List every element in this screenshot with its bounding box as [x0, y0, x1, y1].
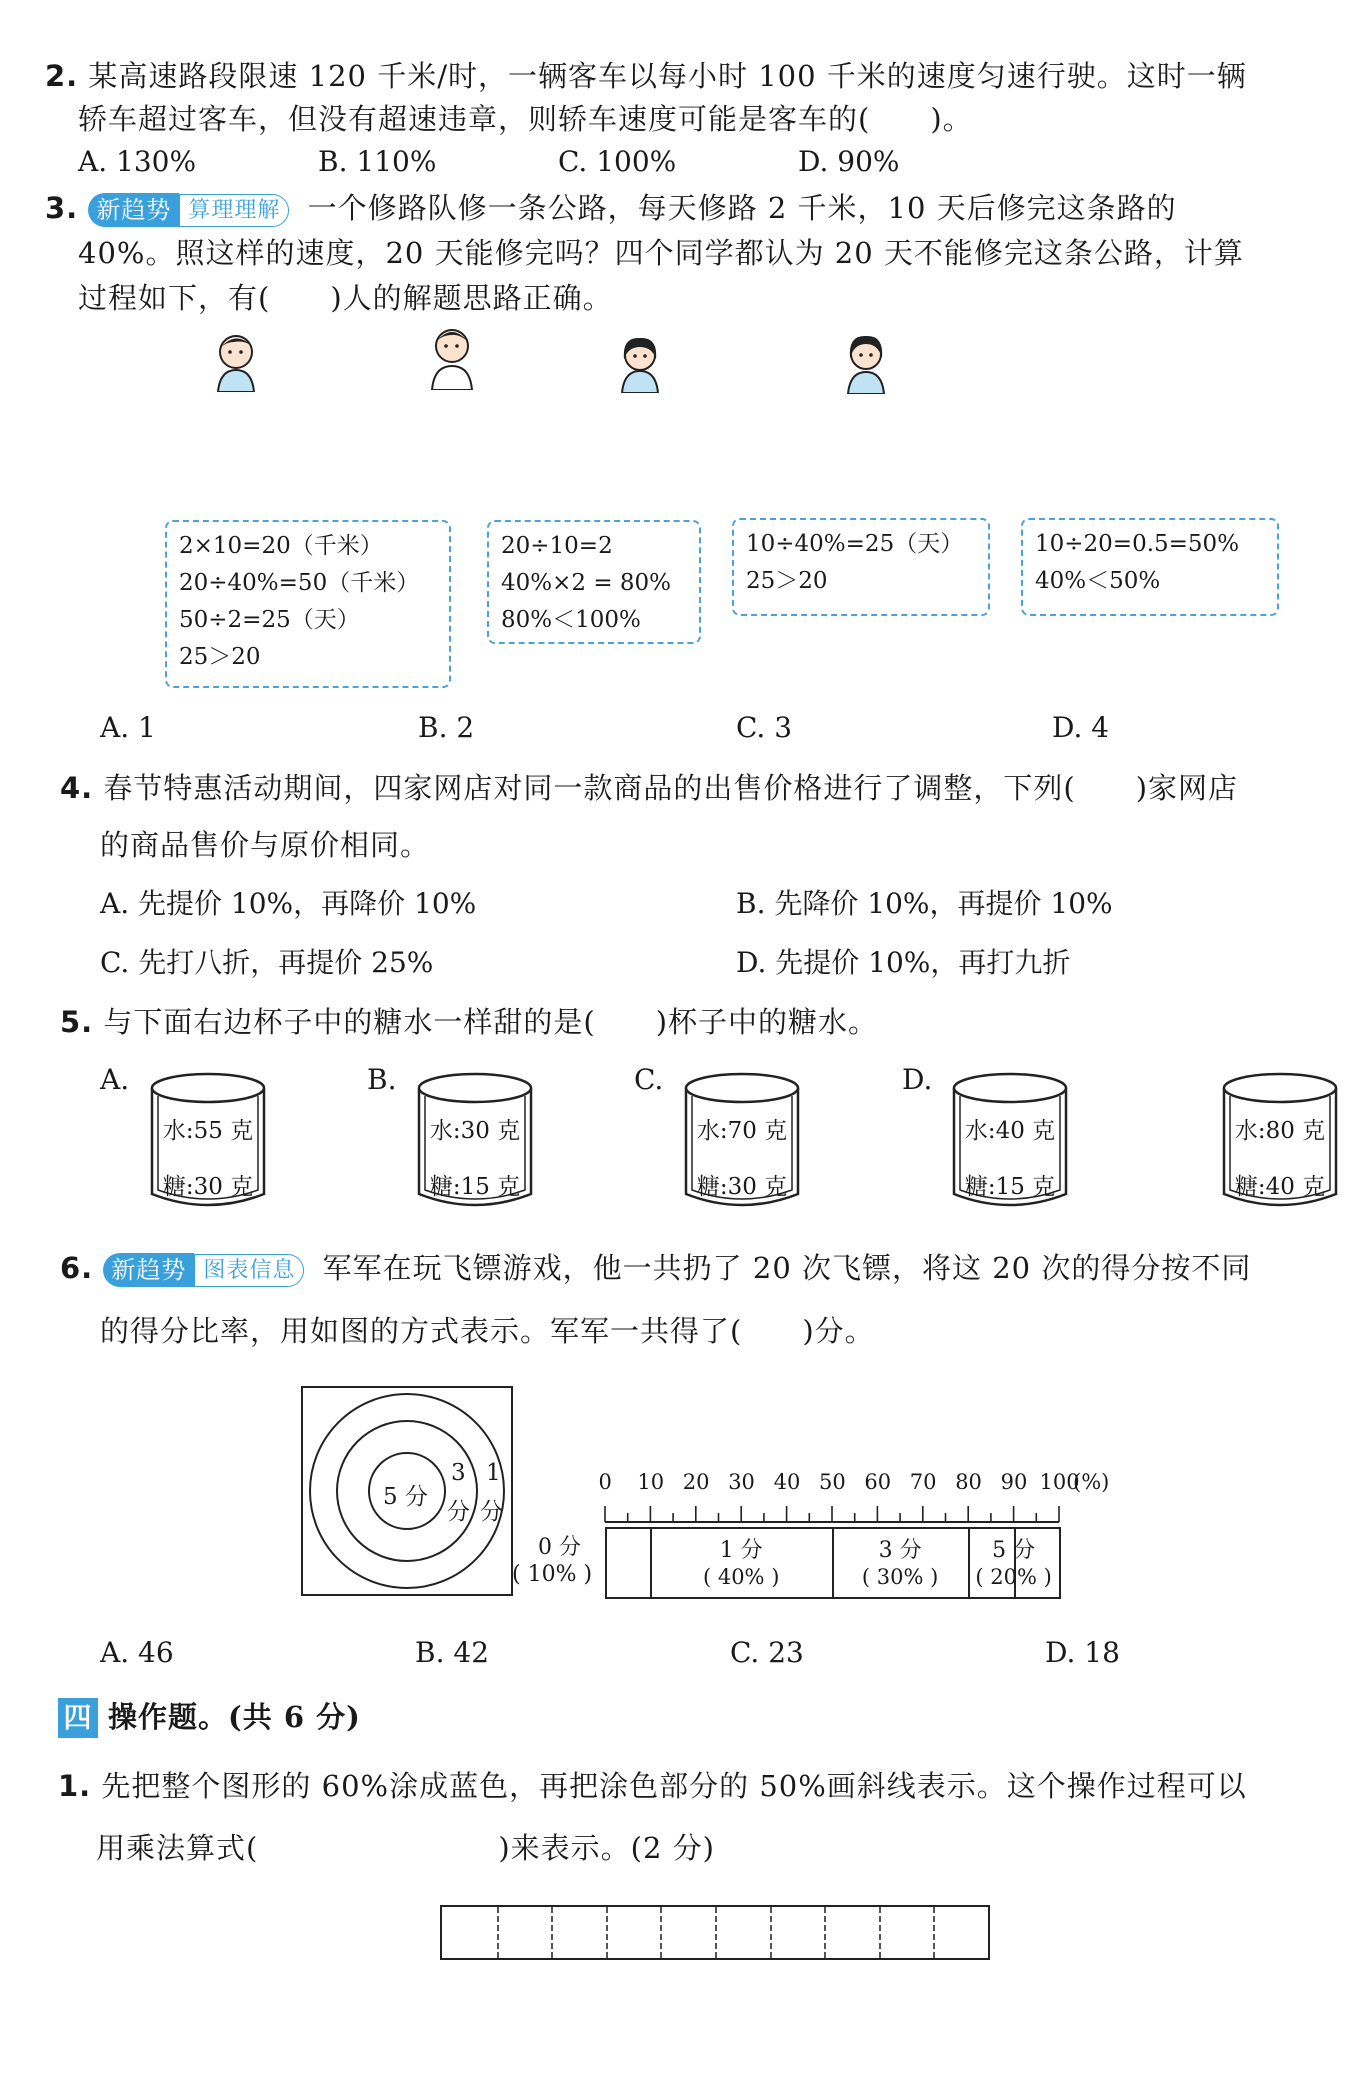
scale-tick-label: 40 [773, 1470, 801, 1494]
cup-sugar-amount: 糖:30 克 [162, 1174, 254, 1200]
q2-text-1: 某高速路段限速 120 千米/时，一辆客车以每小时 100 千米的速度匀速行驶。这时一辆 [88, 59, 1247, 93]
q3-option-b[interactable]: B. 2 [418, 711, 475, 744]
solution-line: 20÷40%=50（千米） [179, 570, 420, 596]
cup-water-amount: 水:70 克 [696, 1118, 788, 1144]
sugar-water-cup [950, 1066, 1070, 1214]
zero-score-percent: ( 10% ) [512, 1562, 593, 1587]
grid-divider [660, 1907, 662, 1958]
section-4-heading [58, 1697, 361, 1738]
student-3-solution [732, 518, 990, 616]
scale-tick-label: 70 [909, 1470, 937, 1494]
s4q1-text-2: 用乘法算式( )来表示。(2 分) [96, 1831, 715, 1865]
q6-text-1: 军军在玩飞镖游戏，他一共扔了 20 次飞镖，将这 20 次的得分按不同 [322, 1251, 1252, 1285]
solution-line: 40%×2 = 80% [501, 570, 672, 596]
segment-percent-label: ( 20% ) [975, 1565, 1052, 1589]
cup-water-amount: 水:55 克 [162, 1118, 254, 1144]
q3-text-3: 过程如下，有( )人的解题思路正确。 [78, 281, 613, 315]
q2-text-2: 轿车超过客车，但没有超速违章，则轿车速度可能是客车的( )。 [78, 102, 973, 136]
scale-tick-label: 0 [598, 1470, 612, 1494]
q4-number: 4. [60, 771, 94, 805]
q3-option-d[interactable]: D. 4 [1052, 711, 1110, 744]
cup-water-amount: 水:40 克 [964, 1118, 1056, 1144]
q6-option-c[interactable]: C. 23 [730, 1636, 804, 1669]
student-1-figure [208, 330, 268, 392]
q2-option-a[interactable]: A. 130% [78, 145, 197, 178]
q6-tag-sub: 图表信息 [194, 1254, 304, 1287]
grid-divider [606, 1907, 608, 1958]
scale-tick-label: 50 [819, 1470, 846, 1494]
q2-option-c[interactable]: C. 100% [558, 145, 677, 178]
grid-divider [824, 1907, 826, 1958]
student-4-solution [1021, 518, 1279, 616]
student-1-solution [165, 520, 451, 688]
student-2-solution [487, 520, 701, 644]
q3-tag-main: 新趋势 [88, 193, 179, 227]
q5-line1 [60, 1002, 878, 1042]
q3-tag-sub: 算理理解 [179, 194, 289, 227]
q6-option-a[interactable]: A. 46 [100, 1636, 174, 1669]
segment-score-label: 1 分 [719, 1538, 763, 1563]
scale-tick-label: 80 [955, 1470, 982, 1494]
q4-text-2: 的商品售价与原价相同。 [100, 828, 431, 862]
solution-line: 40%＜50% [1035, 568, 1161, 594]
student-3-figure [612, 335, 672, 393]
q6-text-2: 的得分比率，用如图的方式表示。军军一共得了( )分。 [100, 1314, 875, 1348]
cup-water-amount: 水:80 克 [1234, 1118, 1326, 1144]
q4-text-1: 春节特惠活动期间，四家网店对同一款商品的出售价格进行了调整，下列( )家网店 [103, 771, 1239, 805]
scale-tick-label: 20 [682, 1470, 710, 1494]
q3-number: 3. [45, 191, 79, 225]
q2-option-d[interactable]: D. 90% [798, 145, 900, 178]
solution-line: 50÷2=25（天） [179, 607, 360, 633]
q6-line1 [60, 1248, 1251, 1288]
segment-percent-label: ( 30% ) [861, 1565, 939, 1589]
section-4-badge: 四 [58, 1698, 98, 1738]
section-4-title: 操作题。(共 6 分) [108, 1700, 361, 1734]
cup-option-label[interactable]: B. [367, 1063, 397, 1096]
cup-water-amount: 水:30 克 [429, 1118, 521, 1144]
segment-score-label: 3 分 [878, 1538, 922, 1563]
q4-option-a[interactable]: A. 先提价 10%，再降价 10% [100, 887, 477, 920]
target-outer-label-unit: 分 [480, 1499, 503, 1525]
q3-tag [88, 193, 289, 227]
q4-option-d[interactable]: D. 先提价 10%，再打九折 [736, 946, 1071, 979]
student-2-figure [422, 322, 482, 390]
scale-tick-label: 90 [1000, 1470, 1028, 1494]
sugar-water-cup [415, 1066, 535, 1214]
grid-divider [715, 1907, 717, 1958]
q2-option-b[interactable]: B. 110% [318, 145, 437, 178]
grid-divider [497, 1907, 499, 1958]
solution-line: 10÷40%=25（天） [746, 531, 964, 557]
scale-tick-label: 100 [1039, 1470, 1080, 1494]
cup-option-label[interactable]: C. [634, 1063, 664, 1096]
grid-divider [879, 1907, 881, 1958]
solution-line: 10÷20=0.5=50% [1035, 531, 1240, 557]
cup-sugar-amount: 糖:15 克 [964, 1174, 1056, 1200]
target-middle-label-unit: 分 [447, 1499, 470, 1525]
solution-line: 25＞20 [746, 568, 828, 594]
grid-divider [551, 1907, 553, 1958]
shading-grid[interactable] [440, 1905, 990, 1960]
cup-sugar-amount: 糖:30 克 [696, 1174, 788, 1200]
q3-option-a[interactable]: A. 1 [100, 711, 156, 744]
q6-number: 6. [60, 1251, 94, 1285]
cup-sugar-amount: 糖:15 克 [429, 1174, 521, 1200]
cup-sugar-amount: 糖:40 克 [1234, 1174, 1326, 1200]
target-middle-label: 3 [451, 1460, 466, 1486]
zero-score-label: 0 分 [538, 1535, 581, 1560]
grid-divider [933, 1907, 935, 1958]
s4q1-number: 1. [58, 1769, 92, 1803]
solution-line: 2×10=20（千米） [179, 533, 383, 559]
q4-option-c[interactable]: C. 先打八折，再提价 25% [100, 946, 434, 979]
sugar-water-cup [148, 1066, 268, 1214]
segment-score-label: 5 分 [992, 1538, 1036, 1563]
s4q1-text-1: 先把整个图形的 60%涂成蓝色，再把涂色部分的 50%画斜线表示。这个操作过程可以 [101, 1769, 1247, 1803]
q4-option-b[interactable]: B. 先降价 10%，再提价 10% [736, 887, 1113, 920]
solution-line: 20÷10=2 [501, 533, 613, 559]
q3-text-1: 一个修路队修一条公路，每天修路 2 千米，10 天后修完这条路的 [307, 191, 1177, 225]
q6-tag [103, 1253, 304, 1287]
segment-percent-label: ( 40% ) [702, 1565, 780, 1589]
q2-number: 2. [45, 59, 79, 93]
q6-option-d[interactable]: D. 18 [1045, 1636, 1120, 1669]
q6-tag-main: 新趋势 [103, 1253, 194, 1287]
q5-number: 5. [60, 1005, 94, 1039]
q3-text-2: 40%。照这样的速度，20 天能修完吗？四个同学都认为 20 天不能修完这条公路，计算 [78, 236, 1244, 270]
scale-tick-label: 10 [637, 1470, 665, 1494]
grid-divider [770, 1907, 772, 1958]
q2-line1 [45, 56, 1247, 96]
solution-line: 80%＜100% [501, 607, 641, 633]
scale-tick-label: 60 [864, 1470, 892, 1494]
scale-unit-label: (%) [1073, 1470, 1110, 1494]
scale-tick-label: 30 [728, 1470, 755, 1494]
sugar-water-cup [682, 1066, 802, 1214]
q4-line1 [60, 768, 1238, 808]
q3-line1 [45, 188, 1177, 228]
target-outer-label: 1 [486, 1460, 501, 1486]
percent-scale-ruler [600, 1500, 1060, 1526]
solution-line: 25＞20 [179, 644, 261, 670]
q3-option-c[interactable]: C. 3 [736, 711, 793, 744]
q5-text-1: 与下面右边杯子中的糖水一样甜的是( )杯子中的糖水。 [103, 1005, 879, 1039]
target-inner-label: 5 分 [383, 1484, 428, 1510]
student-4-figure [836, 332, 896, 394]
cup-option-label[interactable]: D. [902, 1063, 933, 1096]
cup-option-label[interactable]: A. [100, 1063, 130, 1096]
q6-option-b[interactable]: B. 42 [415, 1636, 490, 1669]
s4q1-line1 [58, 1766, 1247, 1806]
sugar-water-cup [1220, 1066, 1340, 1214]
